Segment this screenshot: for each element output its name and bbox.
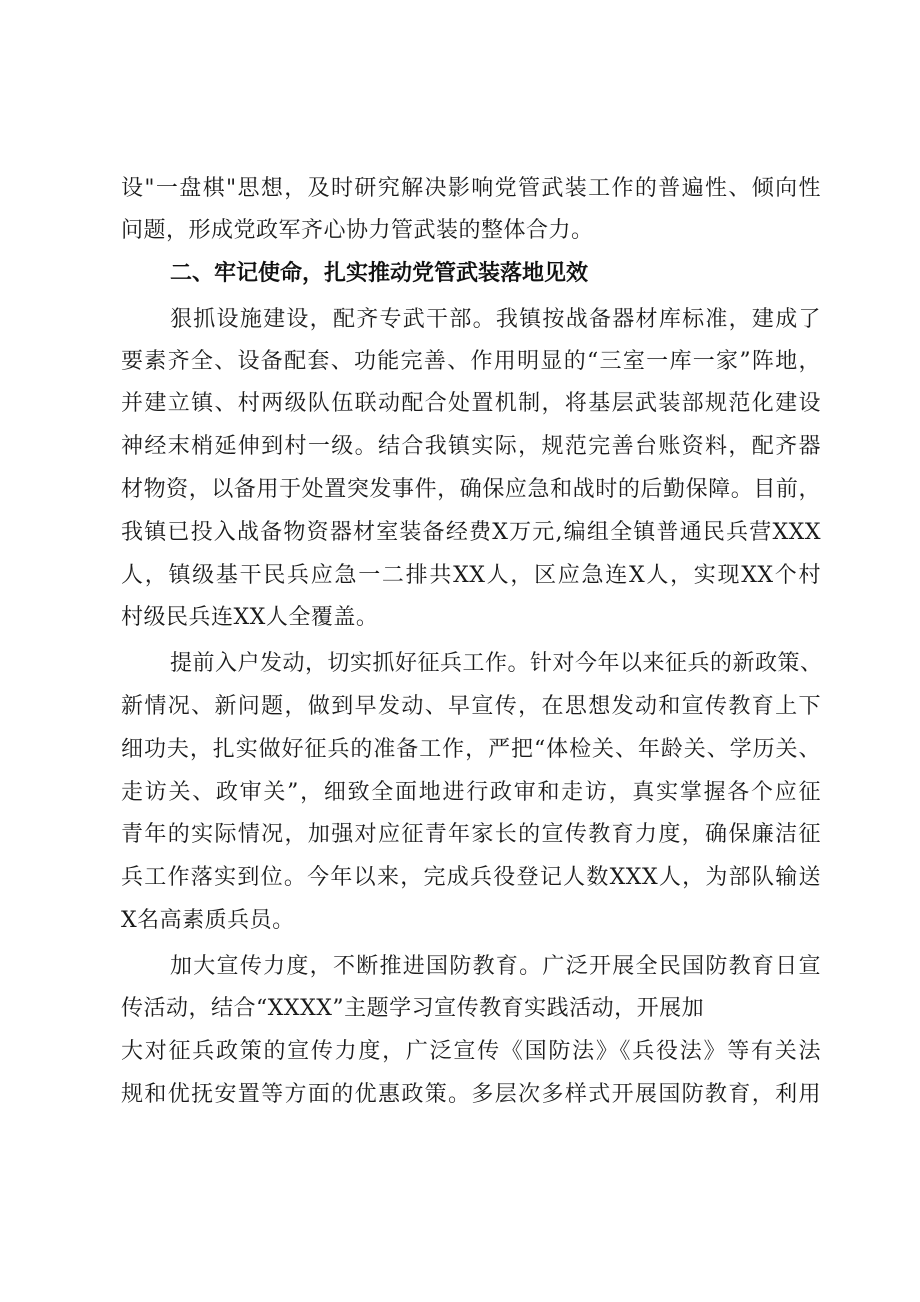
paragraph-line: 加大宣传力度，不断推进国防教育。广泛开展全民国防教育日宣 [170,954,821,979]
paragraph-line: 人，镇级基干民兵应急一二排共XX人，区应急连X人，实现XX个村 [121,563,822,588]
paragraph-line: X名高素质兵员。 [121,908,295,933]
paragraph-line: 传活动，结合“XXXX”主题学习宣传教育实践活动，开展加 [121,996,705,1021]
paragraph-line: 设"一盘棋"思想，及时研究解决影响党管武装工作的普遍性、倾向性 [121,176,821,201]
paragraph-line: 规和优抚安置等方面的优惠政策。多层次多样式开展国防教育，利用 [121,1082,821,1107]
section-heading: 二、牢记使命，扎实推动党管武装落地见效 [170,261,589,286]
paragraph-line: 新情况、新问题，做到早发动、早宣传，在思想发动和宣传教育上下 [121,694,821,719]
paragraph-line: 狠抓设施建设，配齐专武干部。我镇按战备器材库标准，建成了 [170,307,821,332]
paragraph-line: 神经末梢延伸到村一级。结合我镇实际，规范完善台账资料，配齐器 [121,434,821,459]
paragraph-line: 细功夫，扎实做好征兵的准备工作，严把“体检关、年龄关、学历关、 [121,737,821,762]
paragraph-line: 村级民兵连XX人全覆盖。 [121,605,379,630]
paragraph-line: 走访关、政审关”，细致全面地进行政审和走访，真实掌握各个应征 [121,780,821,805]
paragraph-line: 青年的实际情况，加强对应征青年家长的宣传教育力度，确保廉洁征 [121,822,821,847]
paragraph-line: 问题，形成党政军齐心协力管武装的整体合力。 [121,218,594,243]
paragraph-line: 大对征兵政策的宣传力度，广泛宣传《国防法》《兵役法》等有关法 [121,1039,821,1064]
paragraph-line: 要素齐全、设备配套、功能完善、作用明显的“三室一库一家”阵地， [121,349,821,374]
paragraph-line: 我镇已投入战备物资器材室装备经费X万元,编组全镇普通民兵营XXX [121,520,821,545]
paragraph-line: 材物资，以备用于处置突发事件，确保应急和战时的后勤保障。目前， [121,477,821,502]
paragraph-line: 并建立镇、村两级队伍联动配合处置机制，将基层武装部规范化建设 [121,391,821,416]
paragraph-line: 兵工作落实到位。今年以来，完成兵役登记人数XXX人，为部队输送 [121,865,821,890]
paragraph-line: 提前入户发动，切实抓好征兵工作。针对今年以来征兵的新政策、 [170,651,823,676]
